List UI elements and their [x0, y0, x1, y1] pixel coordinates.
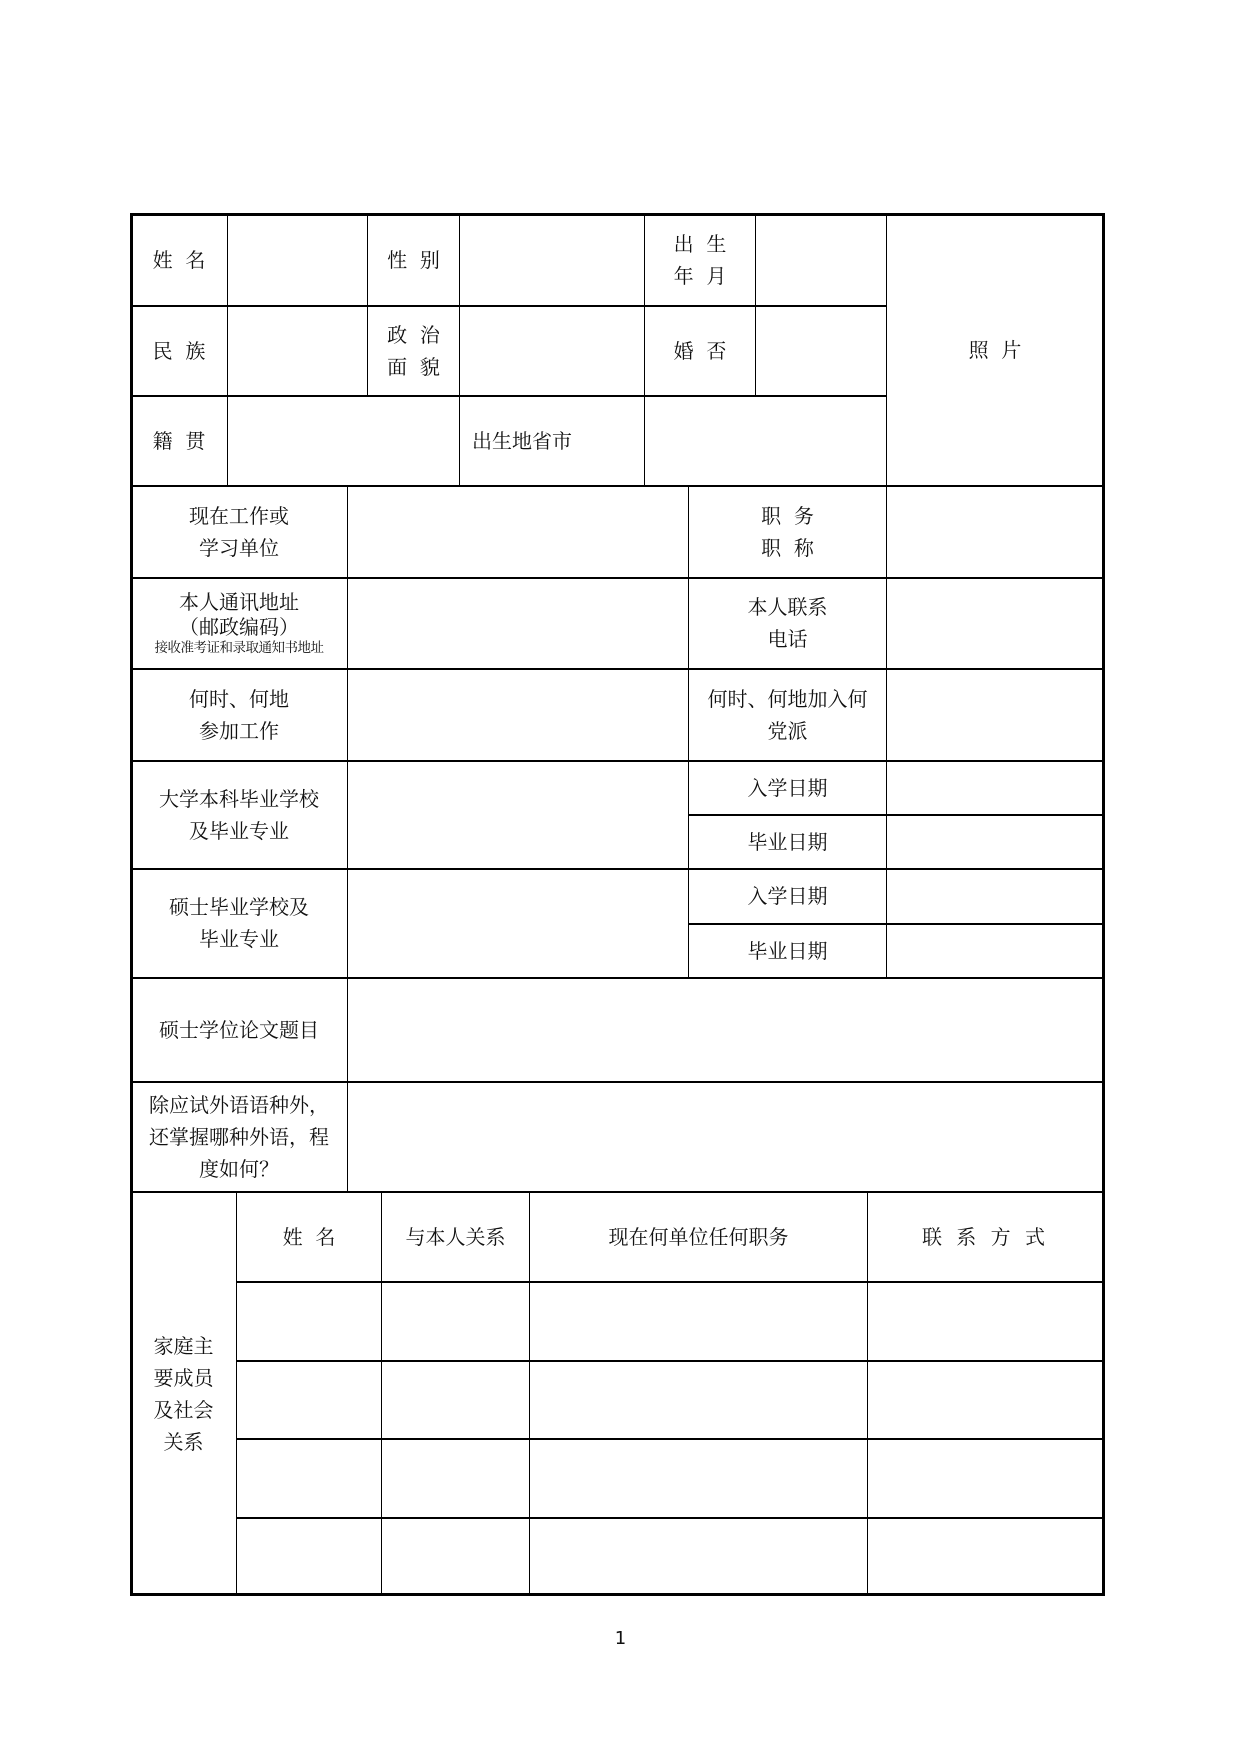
work-unit-field[interactable]	[348, 486, 688, 577]
family-section-label: 家庭主 要成员 及社会 关系	[153, 1333, 214, 1454]
master-enroll-field[interactable]	[887, 869, 1103, 923]
master-grad-field[interactable]	[887, 924, 1103, 977]
family-row-1-contact[interactable]	[868, 1283, 1103, 1360]
undergrad-grad-field[interactable]	[887, 815, 1103, 868]
undergrad-enroll-label: 入学日期	[747, 775, 828, 800]
family-row-4-position[interactable]	[530, 1519, 867, 1595]
undergrad-school-field[interactable]	[348, 761, 688, 868]
undergrad-school-label: 大学本科毕业学校 及毕业专业	[159, 786, 319, 843]
political-status-label: 政 治 面 貌	[387, 322, 440, 379]
marital-status-field[interactable]	[756, 306, 886, 395]
address-field[interactable]	[348, 578, 688, 668]
gender-field[interactable]	[460, 215, 644, 305]
family-row-1-position[interactable]	[530, 1283, 867, 1360]
family-col-employer-position: 现在何单位任何职务	[608, 1224, 789, 1249]
ethnicity-field[interactable]	[228, 306, 367, 395]
gender-label: 性 别	[387, 247, 440, 272]
party-join-field[interactable]	[887, 669, 1103, 760]
family-col-name: 姓 名	[282, 1224, 336, 1249]
family-row-2-relationship[interactable]	[382, 1362, 529, 1438]
work-start-field[interactable]	[348, 669, 688, 760]
family-row-2-name[interactable]	[237, 1362, 381, 1438]
page-number: 1	[614, 1628, 627, 1649]
phone-label: 本人联系 电话	[747, 595, 828, 651]
native-place-label: 籍 贯	[152, 428, 206, 453]
phone-field[interactable]	[887, 578, 1103, 668]
undergrad-enroll-field[interactable]	[887, 761, 1103, 814]
work-unit-label: 现在工作或 学习单位	[189, 503, 289, 560]
family-row-2-contact[interactable]	[868, 1362, 1103, 1438]
family-row-4-contact[interactable]	[868, 1519, 1103, 1595]
family-col-contact: 联 系 方 式	[921, 1224, 1050, 1249]
family-row-3-relationship[interactable]	[382, 1440, 529, 1517]
other-languages-field[interactable]	[348, 1082, 1103, 1191]
party-join-label: 何时、何地加入何 党派	[707, 686, 868, 743]
birth-date-label: 出 生 年 月	[673, 231, 727, 288]
family-row-1-name[interactable]	[237, 1283, 381, 1360]
address-label	[131, 578, 347, 668]
family-row-4-relationship[interactable]	[382, 1519, 529, 1595]
family-col-relationship: 与本人关系	[405, 1224, 506, 1249]
family-row-2-position[interactable]	[530, 1362, 867, 1438]
position-title-label: 职 务 职 称	[761, 503, 814, 560]
thesis-title-label: 硕士学位论文题目	[159, 1017, 319, 1042]
thesis-title-field[interactable]	[348, 978, 1103, 1081]
photo-placeholder[interactable]: 照 片	[968, 337, 1022, 362]
family-row-3-name[interactable]	[237, 1440, 381, 1517]
master-enroll-label: 入学日期	[747, 884, 828, 908]
address-label-line2: （邮政编码）	[179, 615, 299, 639]
other-languages-label: 除应试外语语种外， 还掌握哪种外语，程 度如何？	[149, 1092, 329, 1181]
master-grad-label: 毕业日期	[747, 938, 828, 963]
birth-date-field[interactable]	[756, 215, 886, 305]
marital-status-label: 婚 否	[673, 338, 727, 363]
birthplace-field[interactable]	[645, 396, 886, 485]
address-label-stack	[155, 589, 324, 657]
family-row-1-relationship[interactable]	[382, 1283, 529, 1360]
address-label-note: 接收准考证和录取通知书地址	[154, 640, 324, 656]
name-field[interactable]	[228, 215, 367, 305]
family-row-3-position[interactable]	[530, 1440, 867, 1517]
position-title-field[interactable]	[887, 486, 1103, 577]
master-school-field[interactable]	[348, 869, 688, 977]
undergrad-grad-label: 毕业日期	[747, 829, 828, 854]
address-label-line1: 本人通讯地址	[179, 590, 299, 614]
master-school-label: 硕士毕业学校及 毕业专业	[169, 895, 309, 951]
native-place-field[interactable]	[228, 396, 459, 485]
name-label: 姓 名	[152, 247, 206, 272]
birthplace-label: 出生地省市	[472, 428, 572, 453]
political-status-field[interactable]	[460, 306, 644, 395]
work-start-label: 何时、何地 参加工作	[189, 686, 289, 743]
family-row-4-name[interactable]	[237, 1519, 381, 1595]
ethnicity-label: 民 族	[152, 338, 206, 363]
family-row-3-contact[interactable]	[868, 1440, 1103, 1517]
